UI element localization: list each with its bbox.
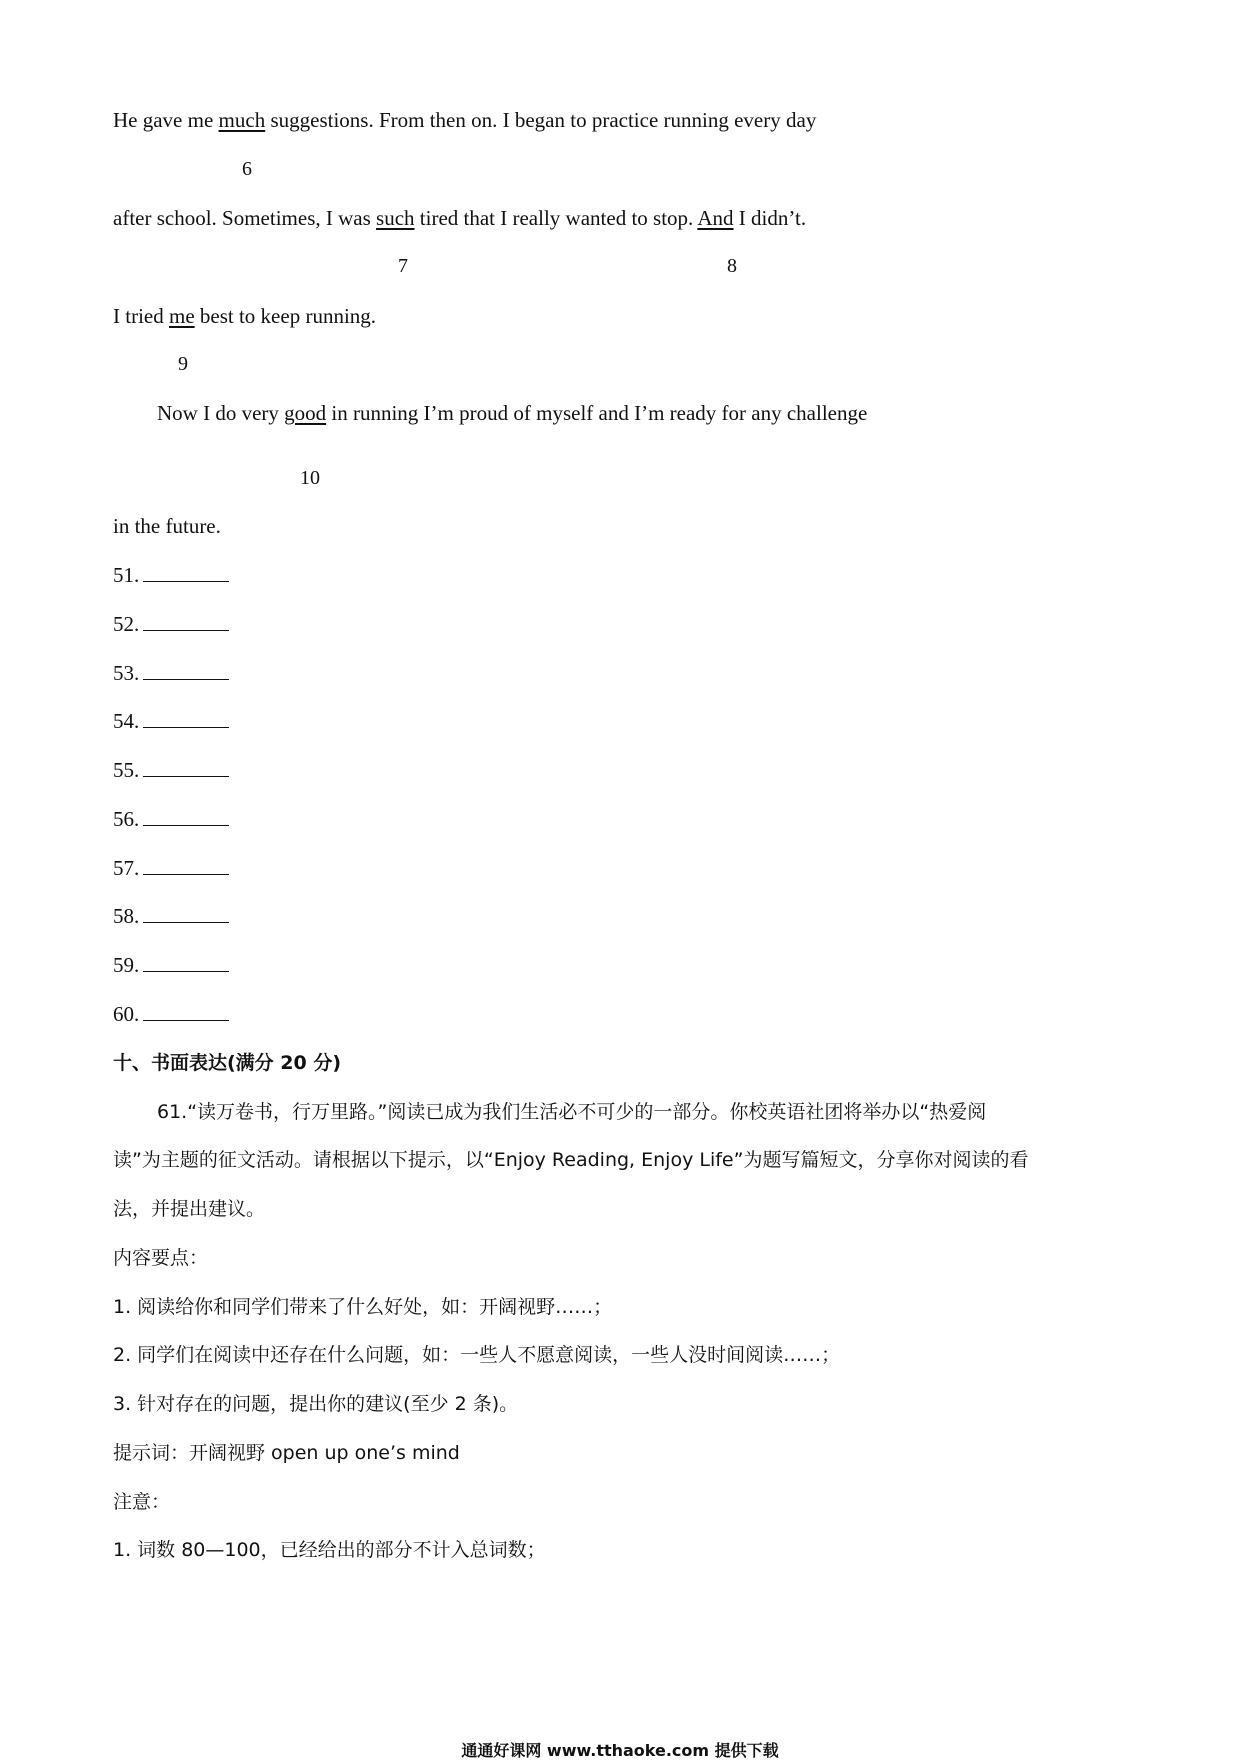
answer-blank[interactable]	[143, 561, 229, 582]
answer-line: 59.	[113, 951, 229, 979]
hint-words: 提示词：开阔视野 open up one’s mind	[113, 1442, 460, 1464]
answer-line: 58.	[113, 902, 229, 930]
answer-blank[interactable]	[143, 756, 229, 777]
question-line-2: 读”为主题的征文活动。请根据以下提示，以“Enjoy Reading, Enjoy Life”为题写篇短文，分享你对阅读的看	[113, 1149, 1029, 1171]
answer-blank[interactable]	[143, 951, 229, 972]
passage-line-3: I tried me best to keep running.	[113, 304, 377, 328]
error-word-9: me	[168, 304, 195, 328]
answer-blank[interactable]	[143, 1000, 229, 1021]
note-1: 1. 词数 80—100，已经给出的部分不计入总词数；	[113, 1539, 546, 1561]
mark-7: 7	[398, 255, 408, 277]
answer-line: 51.	[113, 561, 229, 589]
note-label: 注意：	[113, 1491, 171, 1513]
mark-10: 10	[300, 467, 320, 489]
passage-line-4: Now I do very good in running I’m proud of myself and I’m ready for any challenge	[157, 401, 868, 425]
answer-blank[interactable]	[143, 805, 229, 826]
error-word-8: And	[697, 206, 734, 230]
answer-blank[interactable]	[143, 707, 229, 728]
footer-source: 通通好课网 www.tthaoke.com 提供下载	[461, 1741, 779, 1760]
passage-line-5: in the future.	[113, 514, 221, 538]
error-word-6: much	[218, 108, 266, 132]
passage-line-1: He gave me much suggestions. From then on. I began to practice running every day	[113, 108, 817, 132]
answer-line: 60.	[113, 1000, 229, 1028]
mark-8: 8	[727, 255, 737, 277]
question-line-1: 61.“读万卷书，行万里路。”阅读已成为我们生活必不可少的一部分。你校英语社团将举办以“热爱阅	[157, 1101, 987, 1123]
answer-line: 55.	[113, 756, 229, 784]
answer-blank[interactable]	[143, 902, 229, 923]
answer-line: 56.	[113, 805, 229, 833]
error-word-10: good	[284, 401, 327, 425]
point-3: 3. 针对存在的问题，提出你的建议(至少 2 条)。	[113, 1393, 519, 1415]
answer-blank[interactable]	[143, 610, 229, 631]
answer-line: 54.	[113, 707, 229, 735]
mark-9: 9	[178, 353, 188, 375]
answer-blank[interactable]	[143, 854, 229, 875]
answer-blank[interactable]	[143, 659, 229, 680]
answer-line: 53.	[113, 659, 229, 687]
passage-line-2: after school. Sometimes, I was such tired that I really wanted to stop. And I didn’t.	[113, 206, 807, 230]
answer-line: 57.	[113, 854, 229, 882]
mark-6: 6	[242, 158, 252, 180]
answer-line: 52.	[113, 610, 229, 638]
question-line-3: 法，并提出建议。	[113, 1198, 266, 1220]
point-1: 1. 阅读给你和同学们带来了什么好处，如：开阔视野……；	[113, 1296, 613, 1318]
error-word-7: such	[376, 206, 415, 230]
points-label: 内容要点：	[113, 1247, 209, 1269]
point-2: 2. 同学们在阅读中还存在什么问题，如：一些人不愿意阅读，一些人没时间阅读……；	[113, 1344, 841, 1366]
section-title: 十、书面表达(满分 20 分)	[113, 1052, 342, 1074]
